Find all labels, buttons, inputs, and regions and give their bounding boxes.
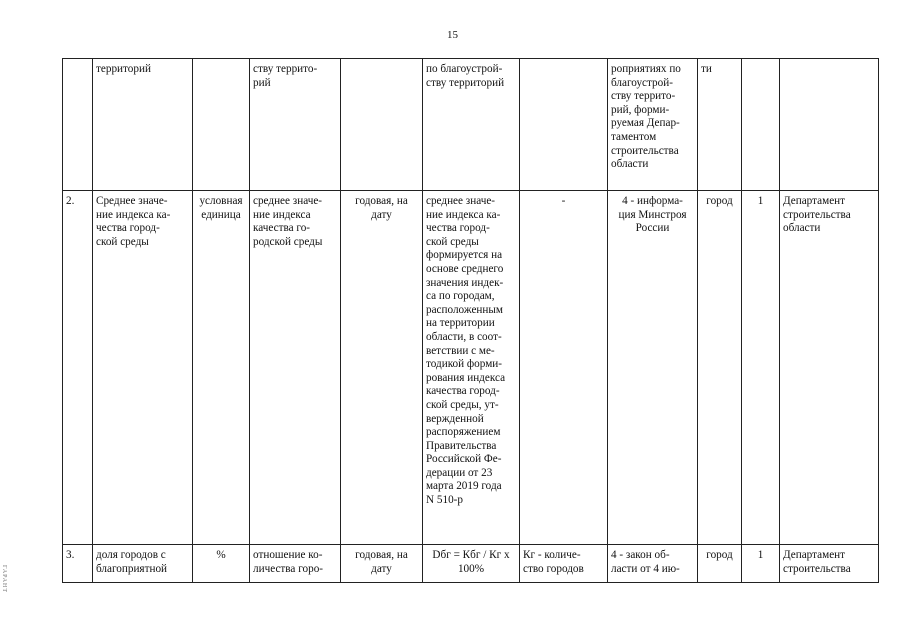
cell-indicator: территорий bbox=[93, 59, 193, 191]
cell-coverage: 1 bbox=[742, 545, 780, 583]
cell-observation-unit: ти bbox=[698, 59, 742, 191]
margin-stamp: ГАРАНТ bbox=[1, 565, 7, 594]
cell-num: 2. bbox=[63, 191, 93, 545]
cell-coverage: 1 bbox=[742, 191, 780, 545]
cell-base-indicators bbox=[520, 59, 608, 191]
cell-periodicity: годовая, на дату bbox=[341, 545, 423, 583]
cell-source: роприятиях по благоустрой- ству террито- рий, форми- руемая Депар- таментом строительства области bbox=[608, 59, 698, 191]
cell-responsible bbox=[780, 59, 879, 191]
indicator-table bbox=[62, 58, 879, 583]
cell-base-indicators: Кг - количе- ство городов bbox=[520, 545, 608, 583]
cell-responsible: Департамент строительства области bbox=[780, 191, 879, 545]
page-number: 15 bbox=[447, 29, 458, 41]
cell-formula: по благоустрой- ству территорий bbox=[423, 59, 520, 191]
cell-unit: условная единица bbox=[193, 191, 250, 545]
cell-formula: среднее значе- ние индекса ка- чества город- ской среды формируется на основе среднего значения индек- са по городам, расположенным на территории области, в соот- ветствии с ме- тодикой форми- рования индекса качества город- ской среды, ут- вержденной распоряжением Правительства Российской Фе- дерации от 23 марта 2019 года N 510-р bbox=[423, 191, 520, 545]
cell-formula: Dбг = Кбг / Кг x 100% bbox=[423, 545, 520, 583]
cell-observation-unit: город bbox=[698, 545, 742, 583]
table-row bbox=[63, 191, 879, 545]
cell-source: 4 - закон об- ласти от 4 ию- bbox=[608, 545, 698, 583]
cell-source: 4 - информа- ция Минстроя России bbox=[608, 191, 698, 545]
cell-indicator: Среднее значе- ние индекса ка- чества город- ской среды bbox=[93, 191, 193, 545]
cell-num: 3. bbox=[63, 545, 93, 583]
cell-periodicity bbox=[341, 59, 423, 191]
cell-responsible: Департамент строительства bbox=[780, 545, 879, 583]
cell-definition: среднее значе- ние индекса качества го- родской среды bbox=[250, 191, 341, 545]
cell-indicator: доля городов с благоприятной bbox=[93, 545, 193, 583]
table-row bbox=[63, 545, 879, 583]
cell-definition: отношение ко- личества горо- bbox=[250, 545, 341, 583]
cell-num bbox=[63, 59, 93, 191]
cell-unit bbox=[193, 59, 250, 191]
cell-periodicity: годовая, на дату bbox=[341, 191, 423, 545]
table-row bbox=[63, 59, 879, 191]
cell-definition: ству террито- рий bbox=[250, 59, 341, 191]
cell-base-indicators: - bbox=[520, 191, 608, 545]
cell-coverage bbox=[742, 59, 780, 191]
cell-unit: % bbox=[193, 545, 250, 583]
cell-observation-unit: город bbox=[698, 191, 742, 545]
